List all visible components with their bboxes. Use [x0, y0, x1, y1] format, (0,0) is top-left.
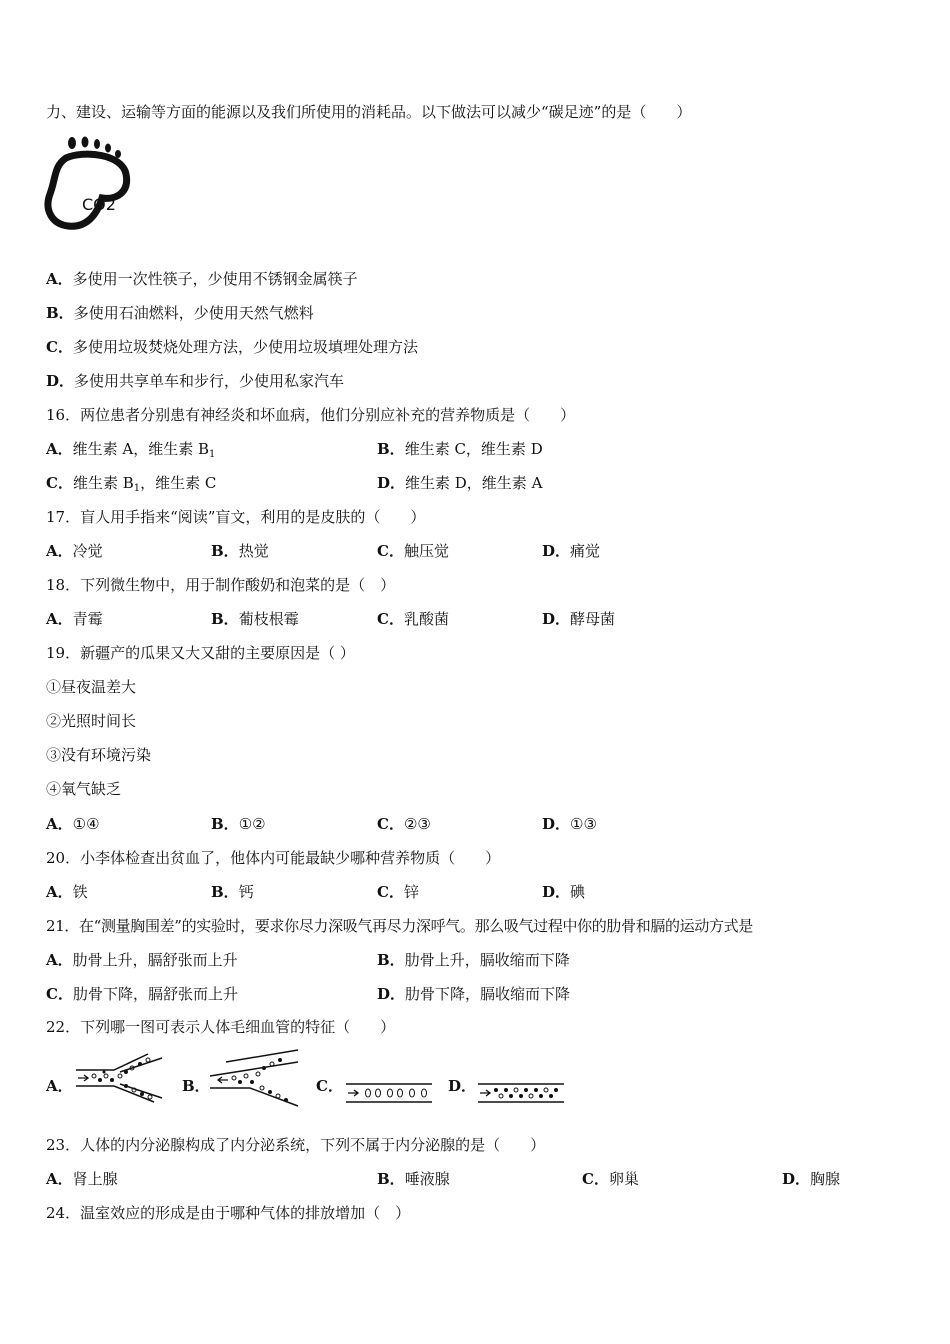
q21-option-d[interactable]: D．肋骨下降，膈收缩而下降: [377, 985, 571, 1003]
q21-stem: 21．在“测量胸围差”的实验时，要求你尽力深吸气再尽力深呼气。那么吸气过程中你的肋骨和膈的运动方式是: [46, 917, 753, 935]
q18-option-a[interactable]: A．青霉: [46, 610, 103, 628]
q22-option-d-diagram: [476, 1080, 566, 1106]
q15-option-a[interactable]: A．多使用一次性筷子，少使用不锈钢金属筷子: [46, 270, 358, 288]
q16-option-c[interactable]: C．维生素 $B_1$，维生素 C: [46, 474, 217, 494]
q23-option-c[interactable]: C．卵巢: [582, 1170, 639, 1188]
q20-option-b[interactable]: B．钙: [211, 883, 254, 901]
q19-item-2: ②光照时间长: [46, 712, 137, 730]
q23-stem: 23．人体的内分泌腺构成了内分泌系统，下列不属于内分泌腺的是（ ）: [46, 1136, 546, 1154]
q17-option-c[interactable]: C．触压觉: [377, 542, 449, 560]
q17-stem: 17．盲人用手指来“阅读”盲文，利用的是皮肤的（ ）: [46, 508, 426, 526]
q17-option-b[interactable]: B．热觉: [211, 542, 269, 560]
q21-option-a[interactable]: A．肋骨上升，膈舒张而上升: [46, 951, 238, 969]
q20-option-d[interactable]: D．碘: [542, 883, 586, 901]
carbon-footprint-image: [44, 134, 136, 230]
question-intro-text: 力、建设、运输等方面的能源以及我们所使用的消耗品。以下做法可以减少“碳足迹”的是（ ）: [46, 103, 692, 121]
q19-option-b[interactable]: B．①②: [211, 815, 266, 833]
q16-option-a[interactable]: A．维生素 A，维生素 $B_1$: [46, 440, 216, 460]
q19-option-c[interactable]: C．②③: [377, 815, 431, 833]
q19-item-1: ①昼夜温差大: [46, 678, 137, 696]
q16-stem: 16．两位患者分别患有神经炎和坏血病，他们分别应补充的营养物质是（ ）: [46, 406, 576, 424]
q19-option-d[interactable]: D．①③: [542, 815, 597, 833]
q15-option-c[interactable]: C．多使用垃圾焚烧处理方法，少使用垃圾填埋处理方法: [46, 338, 418, 356]
q18-option-c[interactable]: C．乳酸菌: [377, 610, 449, 628]
co2-label: CO2: [82, 195, 116, 214]
q18-stem: 18．下列微生物中，用于制作酸奶和泡菜的是（ ）: [46, 576, 396, 594]
q22-option-d-label[interactable]: D．: [448, 1077, 477, 1095]
q21-option-c[interactable]: C．肋骨下降，膈舒张而上升: [46, 985, 238, 1003]
q19-item-3: ③没有环境污染: [46, 746, 152, 764]
q22-option-c-diagram: [344, 1080, 434, 1106]
q16-option-b[interactable]: B．维生素 C，维生素 D: [377, 440, 543, 458]
q22-option-a-diagram: [74, 1050, 166, 1106]
q16-option-d[interactable]: D．维生素 D，维生素 A: [377, 474, 543, 492]
q20-option-a[interactable]: A．铁: [46, 883, 88, 901]
q17-option-a[interactable]: A．冷觉: [46, 542, 103, 560]
q21-option-b[interactable]: B．肋骨上升，膈收缩而下降: [377, 951, 570, 969]
q22-option-b-label[interactable]: B．: [182, 1077, 210, 1095]
q23-option-d[interactable]: D．胸腺: [782, 1170, 841, 1188]
q18-option-b[interactable]: B．葡枝根霉: [211, 610, 299, 628]
q22-option-a-label[interactable]: A．: [46, 1077, 73, 1095]
q23-option-b[interactable]: B．唾液腺: [377, 1170, 450, 1188]
q18-option-d[interactable]: D．酵母菌: [542, 610, 616, 628]
q20-option-c[interactable]: C．锌: [377, 883, 419, 901]
q15-option-b[interactable]: B．多使用石油燃料，少使用天然气燃料: [46, 304, 314, 322]
q23-option-a[interactable]: A．肾上腺: [46, 1170, 118, 1188]
q19-option-a[interactable]: A．①④: [46, 815, 100, 833]
q20-stem: 20．小李体检查出贫血了，他体内可能最缺少哪种营养物质（ ）: [46, 849, 501, 867]
q15-option-d[interactable]: D．多使用共享单车和步行，少使用私家汽车: [46, 372, 345, 390]
q17-option-d[interactable]: D．痛觉: [542, 542, 601, 560]
q19-item-4: ④氧气缺乏: [46, 780, 122, 798]
q22-stem: 22．下列哪一图可表示人体毛细血管的特征（ ）: [46, 1018, 396, 1036]
q19-stem: 19．新疆产的瓜果又大又甜的主要原因是（ ）: [46, 644, 355, 662]
q22-option-c-label[interactable]: C．: [316, 1077, 343, 1095]
q22-option-b-diagram: [208, 1048, 300, 1108]
q24-stem: 24．温室效应的形成是由于哪种气体的排放增加（ ）: [46, 1204, 411, 1222]
